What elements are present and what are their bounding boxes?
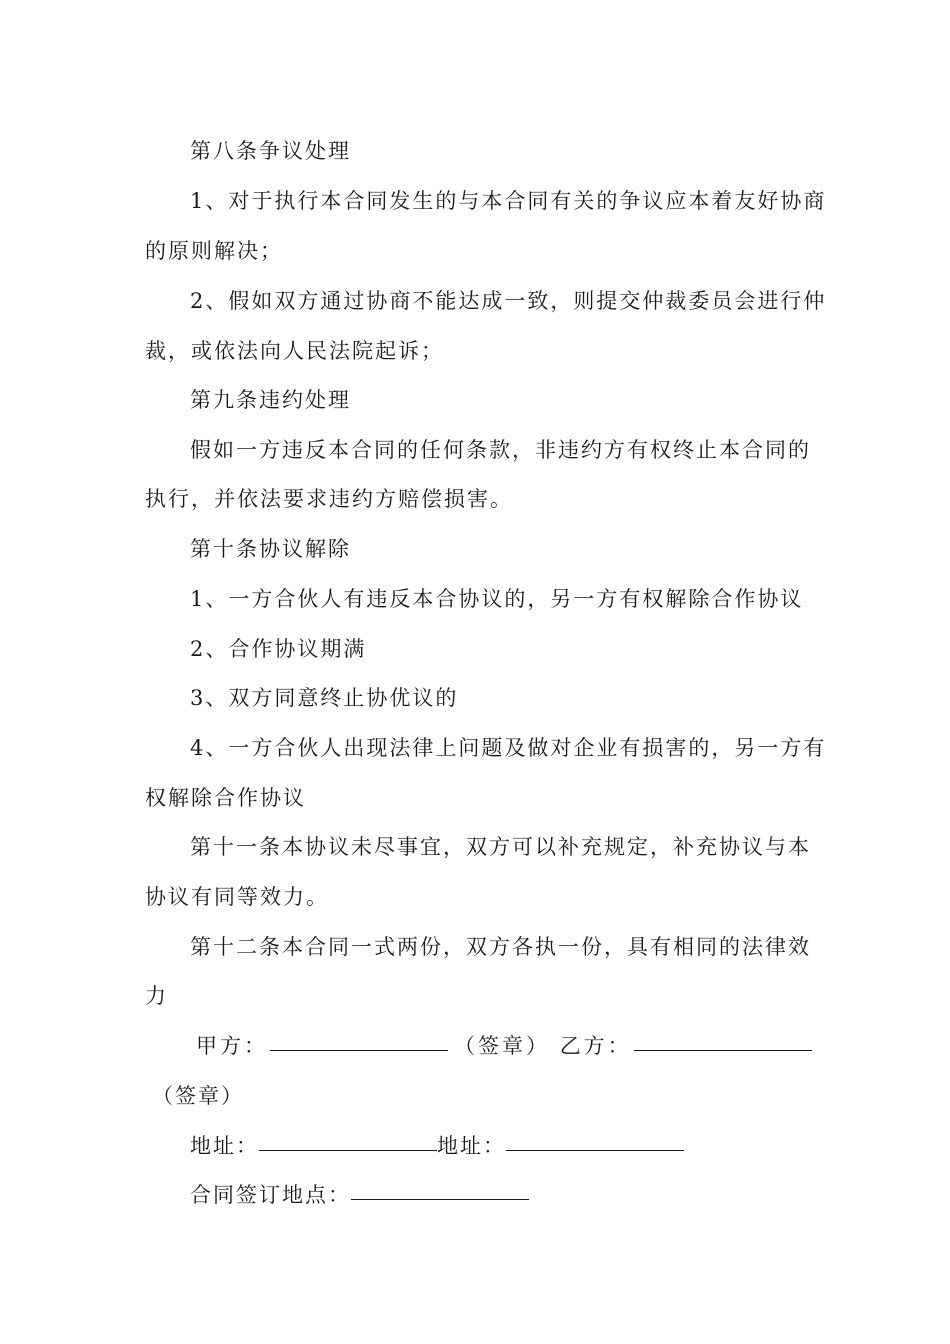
party-a-label: 甲方：	[196, 1034, 268, 1058]
document-page: 第八条争议处理 1、对于执行本合同发生的与本合同有关的争议应本着友好协商 的原则解决； 2、假如双方通过协商不能达成一致，则提交仲裁委员会进行仲 裁，或依法向人民法院起诉； 第九条违约处理 假如一方违反本合同的任何条款，非违约方有权终止本合同的 执行，并依法要求违约方赔偿损害。 第十条协议解除 1、一方合伙人有违反本合协议的，另一方有权解除合作协议 2、合作协议期满 3、双方同意终止协优议的 4、一方合伙人出现法律上问题及做对企业有损害的，另一方有 权解除合作协议 第十一条本协议未尽事宜，双方可以补充规定，补充协议与本 协议有同等效力。 第十二条本合同一式两份，双方各执一份，具有相同的法律效 力 甲方： （签章） 乙方： （签章） 地址： 地址： 合同签订地点：	[145, 139, 827, 1207]
address-b-label: 地址：	[437, 1134, 506, 1158]
signing-place-blank[interactable]	[351, 1198, 529, 1200]
address-a-blank[interactable]	[259, 1149, 437, 1151]
signing-place-label: 合同签订地点：	[190, 1183, 351, 1207]
party-a-blank[interactable]	[270, 1049, 448, 1051]
seal-b-label: （签章）	[152, 1084, 244, 1108]
address-a-label: 地址：	[190, 1134, 259, 1158]
party-b-blank[interactable]	[634, 1049, 812, 1051]
address-b-blank[interactable]	[506, 1149, 684, 1151]
seal-a-label: （签章）	[454, 1034, 550, 1058]
party-b-label: 乙方：	[559, 1034, 632, 1058]
